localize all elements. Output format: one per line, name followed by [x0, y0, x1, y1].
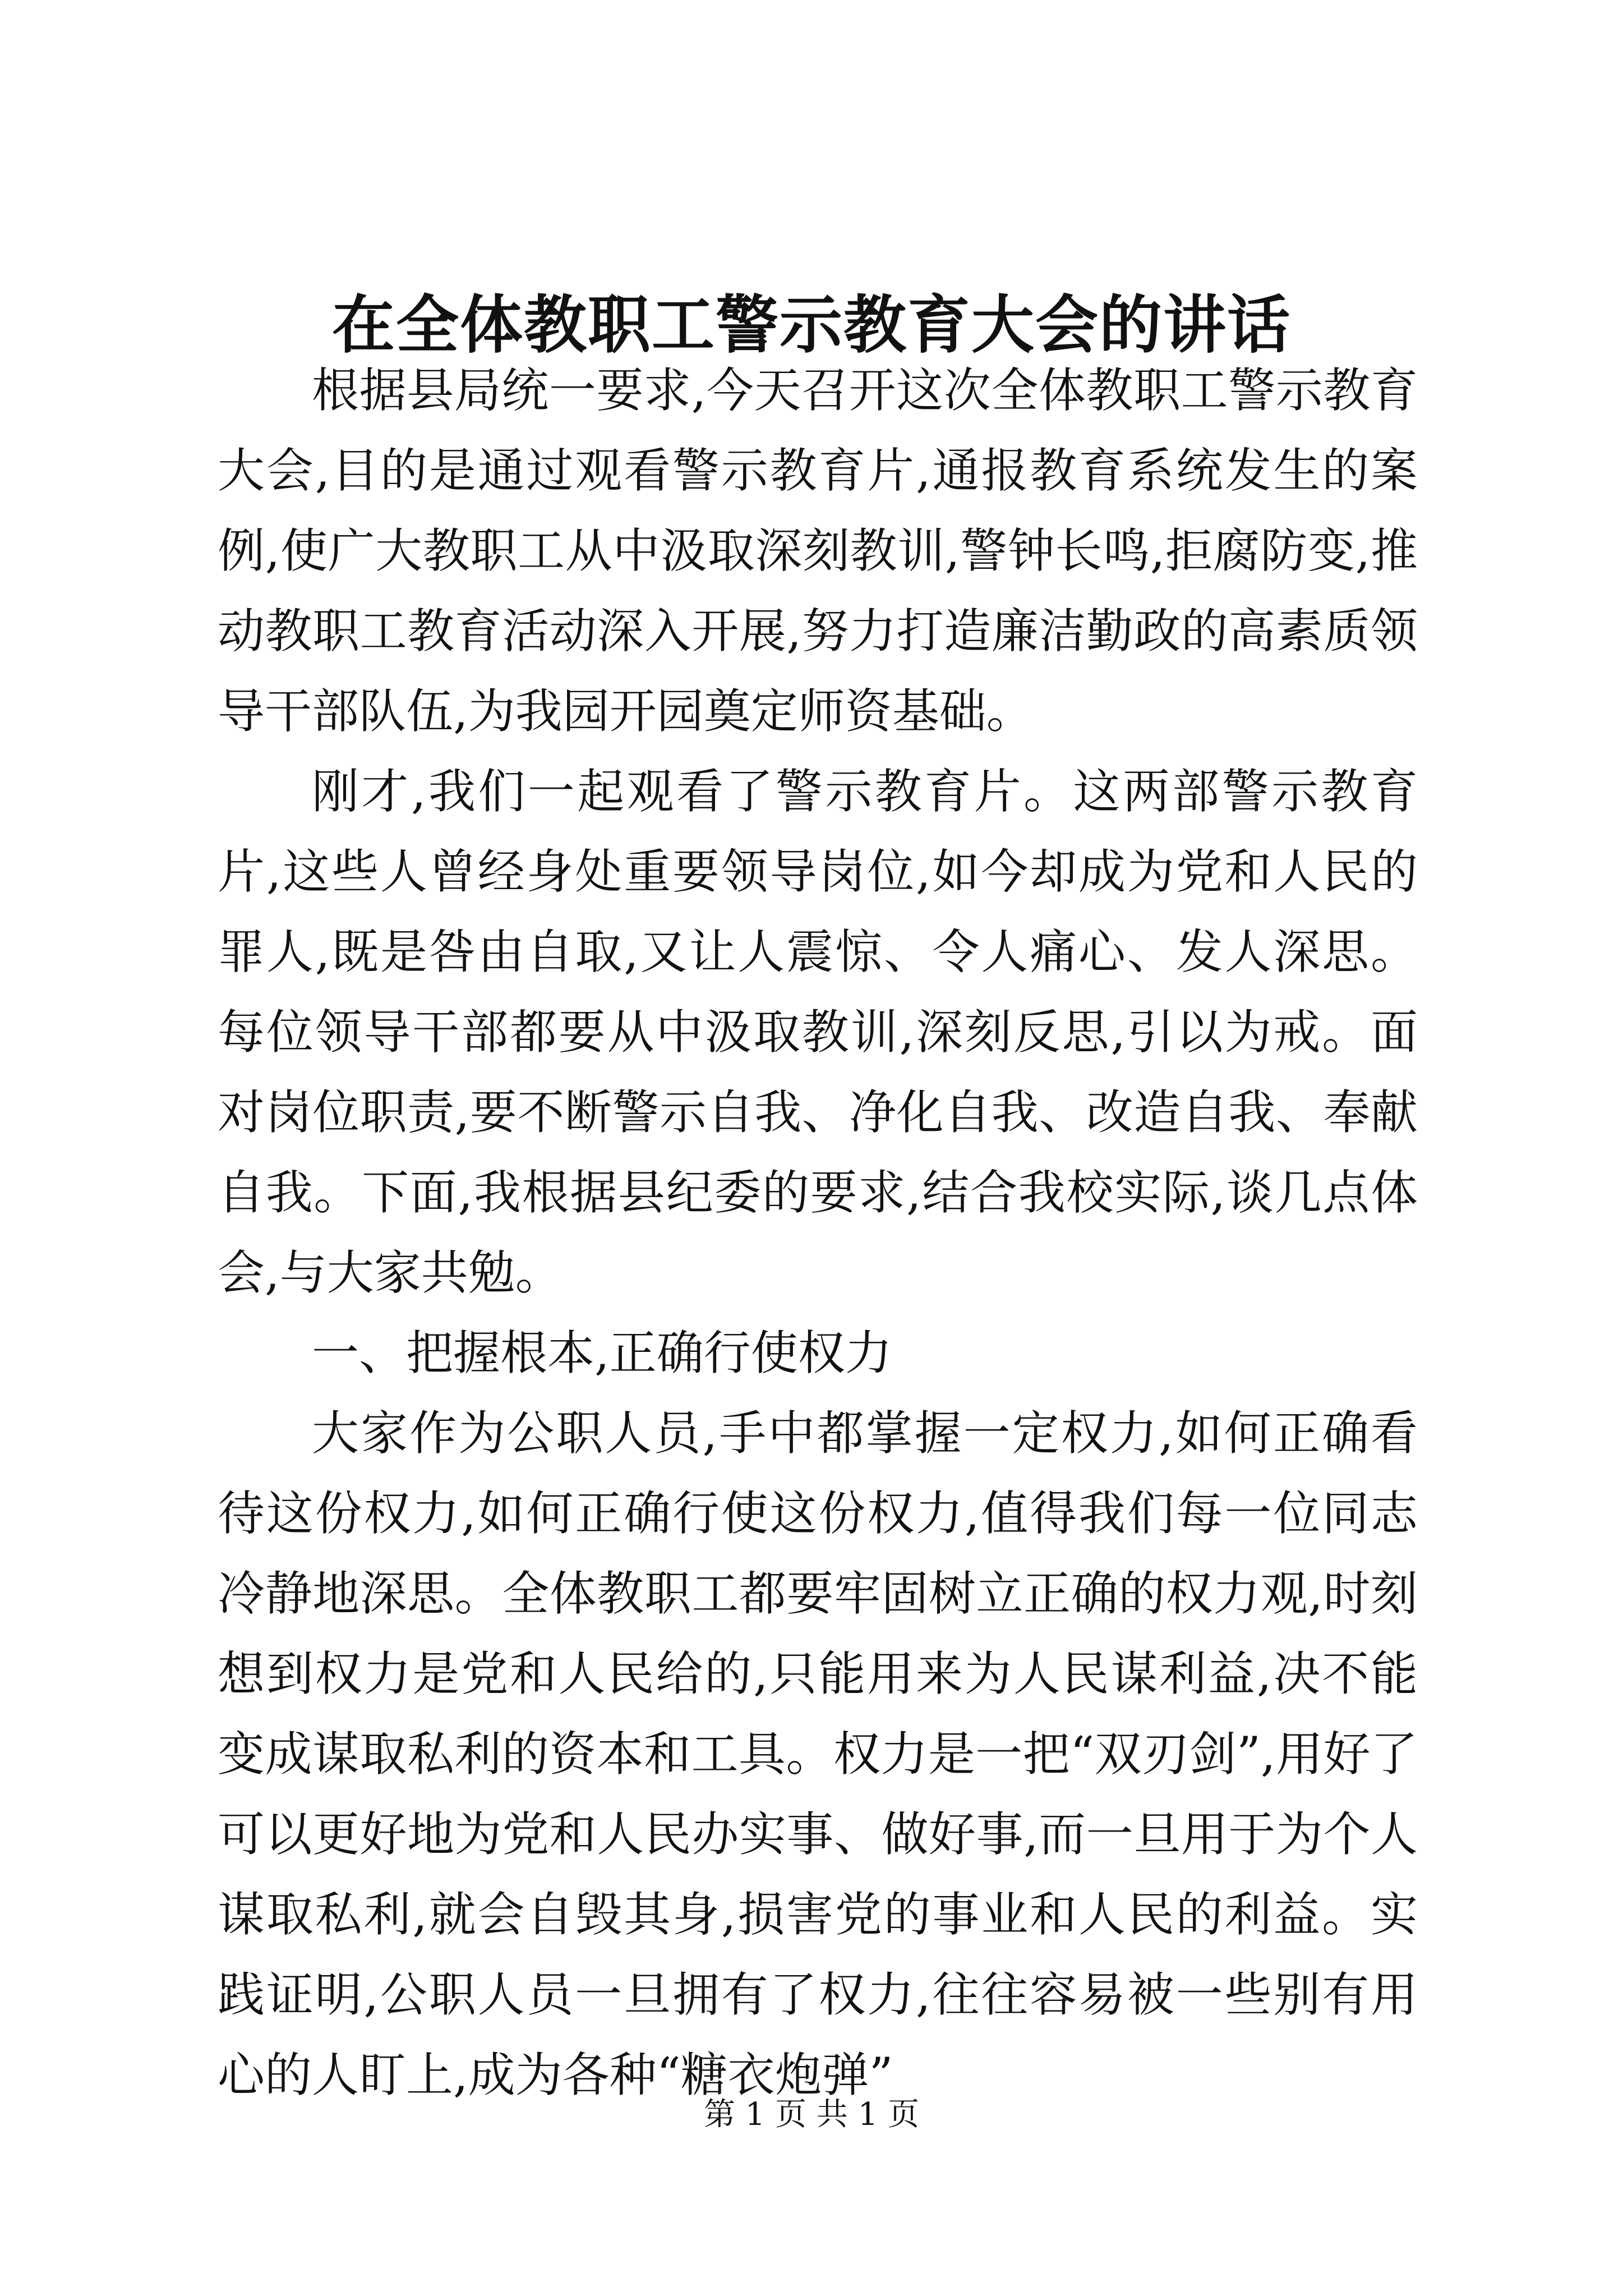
- page-footer: 第 1 页 共 1 页: [703, 2096, 920, 2133]
- paragraph-intro: 根据县局统一要求,今天召开这次全体教职工警示教育大会,目的是通过观看警示教育片,通报教育系统发生的案例,使广大教职工从中汲取深刻教训,警钟长鸣,拒腐防变,推动教职工教育活动深入开展,努力打造廉洁勤政的高素质领导干部队伍,为我园开园奠定师资基础。: [218, 363, 1418, 739]
- paragraph-reflection: 刚才,我们一起观看了警示教育片。这两部警示教育片,这些人曾经身处重要领导岗位,如今却成为党和人民的罪人,既是咎由自取,又让人震惊、令人痛心、发人深思。每位领导干部都要从中汲取教训,深刻反思,引以为戒。面对岗位职责,要不断警示自我、净化自我、改造自我、奉献自我。下面,我根据县纪委的要求,结合我校实际,谈几点体会,与大家共勉。: [218, 764, 1418, 1300]
- document-title: 在全体教职工警示教育大会的讲话: [332, 288, 1291, 362]
- paragraph-power: 大家作为公职人员,手中都掌握一定权力,如何正确看待这份权力,如何正确行使这份权力,值得我们每一位同志冷静地深思。全体教职工都要牢固树立正确的权力观,时刻想到权力是党和人民给的,只能用来为人民谋利益,决不能变成谋取私利的资本和工具。权力是一把“双刃剑”,用好了可以更好地为党和人民办实事、做好事,而一旦用于为个人谋取私利,就会自毁其身,损害党的事业和人民的利益。实践证明,公职人员一旦拥有了权力,往往容易被一些别有用心的人盯上,成为各种“糖衣炮弹”: [218, 1406, 1418, 2102]
- document-body: [218, 351, 1418, 2115]
- section-heading-1: 一、把握根本,正确行使权力: [312, 1326, 892, 1381]
